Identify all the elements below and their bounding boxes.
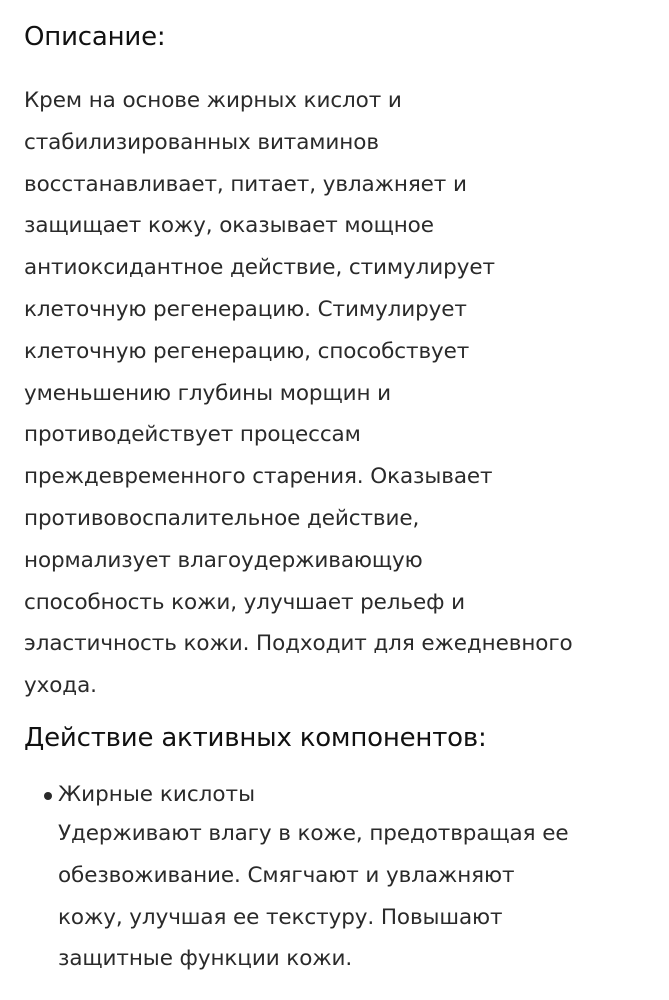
description-line: защищает кожу, оказывает мощное bbox=[24, 213, 434, 239]
description-line: эластичность кожи. Подходит для ежедневного bbox=[24, 631, 573, 657]
description-line: клеточную регенерацию. Стимулирует bbox=[24, 296, 467, 322]
component-line: кожу, улучшая ее текстуру. Повышают bbox=[58, 904, 503, 930]
bullet-icon bbox=[44, 792, 52, 800]
description-line: клеточную регенерацию, способствует bbox=[24, 338, 470, 364]
description-line: уменьшению глубины морщин и bbox=[24, 380, 392, 406]
actions-heading: Действие активных компонентов: bbox=[24, 722, 487, 753]
description-line: способность кожи, улучшает рельеф и bbox=[24, 589, 466, 615]
component-item bbox=[24, 777, 649, 980]
description-heading: Описание: bbox=[24, 22, 166, 52]
description-line: нормализует влагоудерживающую bbox=[24, 547, 423, 573]
component-description bbox=[58, 813, 649, 980]
description-line: восстанавливает, питает, увлажняет и bbox=[24, 171, 467, 197]
component-name: Жирные кислоты bbox=[58, 781, 256, 807]
product-info bbox=[24, 0, 649, 980]
description-line: противовоспалительное действие, bbox=[24, 505, 420, 531]
description-line: стабилизированных витаминов bbox=[24, 129, 379, 155]
description-line: ухода. bbox=[24, 673, 97, 699]
component-line: защитные функции кожи. bbox=[58, 946, 353, 972]
description-line: Крем на основе жирных кислот и bbox=[24, 88, 402, 113]
component-line: Удерживают влагу в коже, предотвращая ее bbox=[58, 820, 569, 846]
component-line: обезвоживание. Смягчают и увлажняют bbox=[58, 862, 515, 888]
description-text bbox=[24, 80, 649, 707]
description-line: противодействует процессам bbox=[24, 422, 361, 448]
description-line: антиоксидантное действие, стимулирует bbox=[24, 255, 495, 281]
description-line: преждевременного старения. Оказывает bbox=[24, 464, 493, 490]
